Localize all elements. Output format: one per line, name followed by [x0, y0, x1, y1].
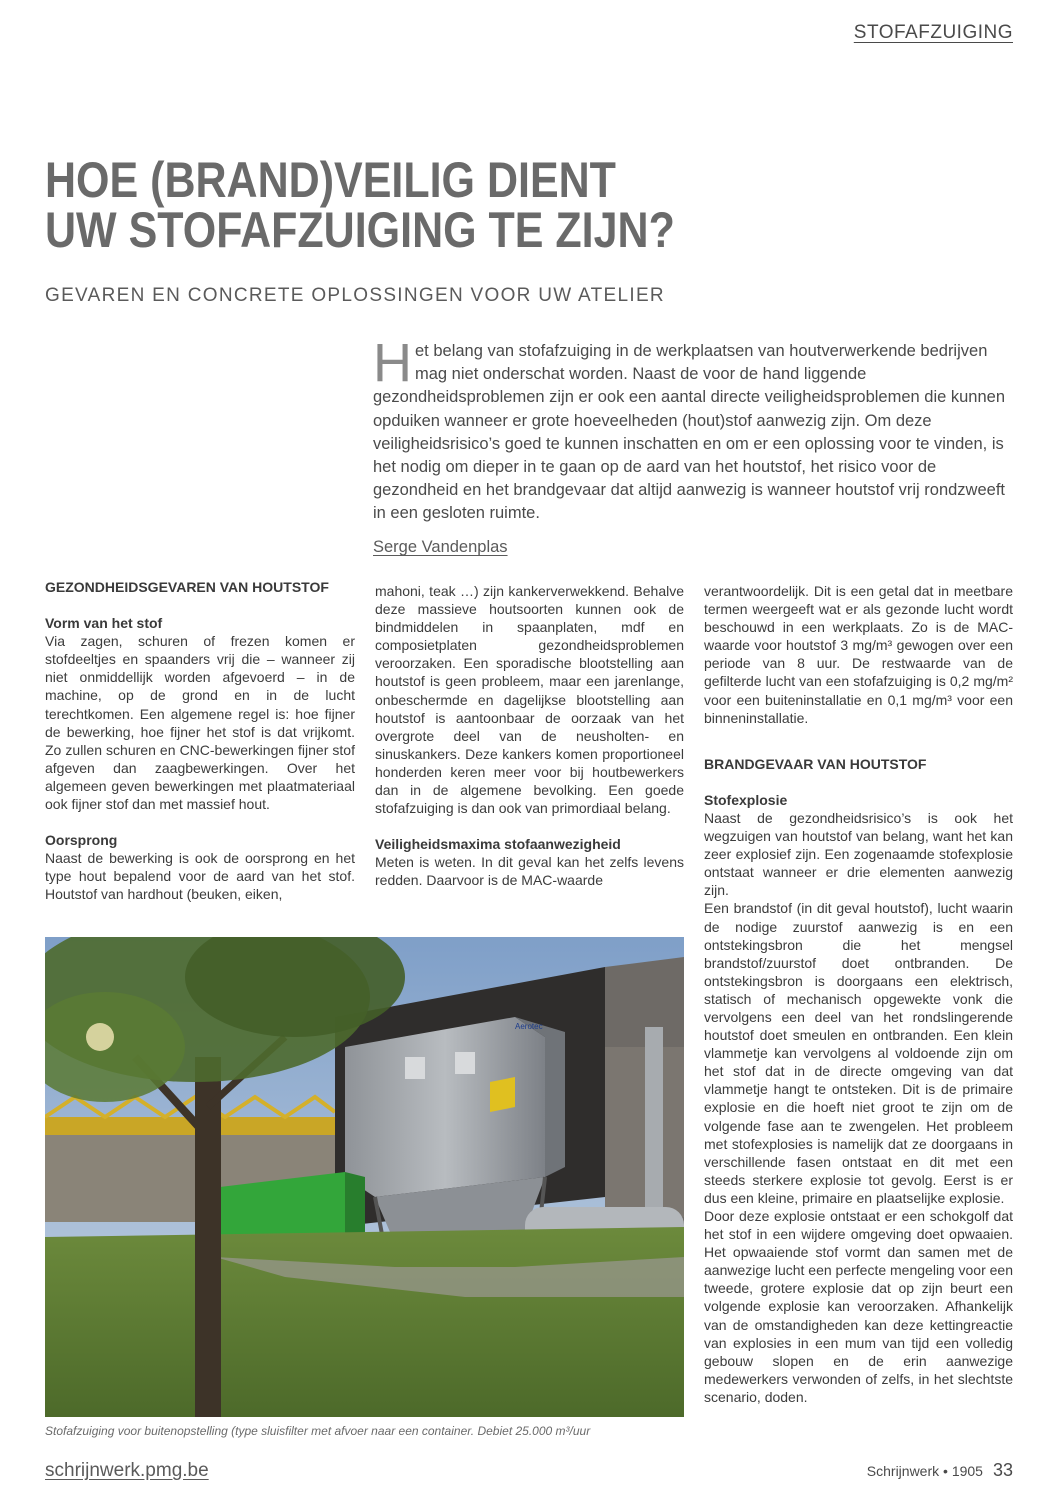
dust-extractor-photo — [45, 937, 684, 1417]
paragraph-explosie-1: Naast de gezondheidsrisico’s is ook het wegzuigen van houtstof van belang, want het kan zeer explosief zijn. Een zogenaamde stofexplosie ontstaat wanneer er drie elementen aanwezig zijn. — [704, 809, 1013, 899]
section-tag: STOFAFZUIGING — [853, 22, 1013, 43]
subheading-oorsprong: Oorsprong — [45, 832, 118, 849]
magazine-issue: Schrijnwerk • 1905 — [866, 1463, 983, 1479]
subheading-vorm: Vorm van het stof — [45, 615, 163, 632]
text-column-2 — [375, 582, 684, 890]
paragraph-vorm: Via zagen, schuren of frezen komen er stofdeeltjes en spaanders vrij die – wanneer zij niet onmiddellijk worden afgevoerd – in de machine, op de grond en in de lucht terechtkomen. Een algemene regel is: hoe fijner de bewerking, hoe fijner het stof is dat vrijkomt. Zo zullen schuren en CNC-bewerkingen fijner stof afgeven dan zaagbewerkingen. Over het algemeen geven bewerkingen met plaatmateriaal ook fijner stof dan met massief hout. — [45, 633, 355, 813]
title-line-1: HOE (BRAND)VEILIG DIENT — [45, 152, 616, 208]
subheading-veiligheidsmaxima: Veiligheidsmaxima stofaanwezigheid — [375, 836, 621, 853]
page-number: 33 — [992, 1460, 1013, 1480]
drop-cap: H — [373, 333, 412, 393]
paragraph-oorsprong-continued: mahoni, teak …) zijn kankerverwekkend. Behalve deze massieve houtsoorten kunnen ook de bindmiddelen in spaanplaten, mdf en composietplaten gezondheidsproblemen veroorzaken. Een sporadische blootstelling aan houtstof is geen probleem, maar een jarenlange, onbeschermde en dagelijkse blootstelling aan houtstof is aantoonbaar de oorzaak van het overgrote deel van de neusholten- en sinuskankers. Deze kankers komen proportioneel honderden keren meer voor bij houtbewerkers dan in de algemene bevolking. Een goede stofafzuiging is dan ook van primordiaal belang. — [375, 583, 684, 817]
intro-text: et belang van stofafzuiging in de werkplaatsen van houtverwerkende bedrijven mag niet onderschat worden. Naast de voor de hand liggende gezondheidsproblemen zijn er ook een aantal directe veiligheidsproblemen die kunnen opduiken wanneer er grote hoeveelheden (hout)stof aanwezig zijn. Om deze veiligheidsrisico’s goed te kunnen inschatten en om er een oplossing voor te vinden, is het nodig om dieper in te gaan op de aard van het houtstof, het risico voor de gezondheid en het brandgevaar dat altijd aanwezig is wanneer houtstof vrij rondzweeft in een gesloten ruimte. — [373, 342, 1006, 523]
article-subtitle: GEVAREN EN CONCRETE OPLOSSINGEN VOOR UW ATELIER — [45, 285, 665, 306]
photo-illustration — [45, 937, 684, 1417]
unit-brand-label: Aerotec — [515, 1022, 543, 1031]
subheading-stofexplosie: Stofexplosie — [704, 791, 788, 808]
footer-issue — [867, 1460, 1013, 1481]
footer-website-link[interactable]: schrijnwerk.pmg.be — [45, 1460, 209, 1481]
photo-caption: Stofafzuiging voor buitenopstelling (type sluisfilter met afvoer naar een container. Debiet 25.000 m³/uur — [45, 1424, 591, 1438]
paragraph-veiligheidsmaxima: Meten is weten. In dit geval kan het zelfs levens redden. Daarvoor is de MAC-waarde — [375, 854, 684, 889]
article-title — [45, 152, 819, 258]
text-column-3 — [704, 582, 1013, 1406]
paragraph-oorsprong: Naast de bewerking is ook de oorsprong en het type hout bepalend voor de aard van het stof. Houtstof van hardhout (beuken, eiken, — [45, 850, 355, 903]
intro-paragraph — [373, 333, 1013, 526]
paragraph-explosie-2: Een brandstof (in dit geval houtstof), lucht waarin de nodige zuurstof aanwezig is en een ontstekingsbron die het mengsel brandstof/zuurstof doet ontbranden. De ontstekingsbron is doorgaans een elektrisch, statisch of mechanisch opgewekte vonk die vervolgens een deel van het rondslingerende houtstof doet smeulen en ontbranden. Een klein vlammetje kan vervolgens al voldoende zijn om het stof dat in de directe omgeving van dat vlammetje hangt te ontsteken. Dit is de primaire explosie en die hoeft niet groot te zijn om de volgende fase aan te zwengelen. Het probleem met stofexplosies is namelijk dat ze doorgaans in verschillende fasen ontstaat en dit met een steeds sterkere explosie tot gevolg. Eerst is er dus een kleine, primaire en plaatselijke explosie. — [704, 900, 1013, 1206]
paragraph-explosie-3: Door deze explosie ontstaat er een schokgolf dat het stof in een wijdere omgeving doet opwaaien. Het opwaaiende stof vormt dan samen met de aanwezige lucht een perfecte mengeling voor een tweede, grotere explosie dat op zijn beurt een volgende explosie kan veroorzaken. Afhankelijk van de omstandigheden kan deze kettingreactie van explosies in een mum van tijd een volledig gebouw slopen en de erin aanwezige medewerkers verwonden of zelfs, in het slechtste scenario, doden. — [704, 1208, 1013, 1405]
heading-gezondheidsgevaren: GEZONDHEIDSGEVAREN VAN HOUTSTOF — [45, 579, 329, 595]
heading-brandgevaar: BRANDGEVAAR VAN HOUTSTOF — [704, 755, 927, 772]
title-line-2: UW STOFAFZUIGING TE ZIJN? — [45, 202, 675, 258]
text-column-1 — [45, 578, 355, 904]
author-byline[interactable]: Serge Vandenplas — [373, 538, 508, 556]
paragraph-veiligheidsmaxima-continued: verantwoordelijk. Dit is een getal dat in meetbare termen weergeeft wat er als gezonde lucht wordt beschouwd in een werkplaats. Zo is de MAC-waarde voor houtstof 3 mg/m³ gewogen over een periode van 8 uur. De restwaarde van de gefilterde lucht van een stofafzuiging is 0,2 mg/m² voor een buiteninstallatie en 0,1 mg/m³ voor een binneninstallatie. — [704, 583, 1013, 726]
